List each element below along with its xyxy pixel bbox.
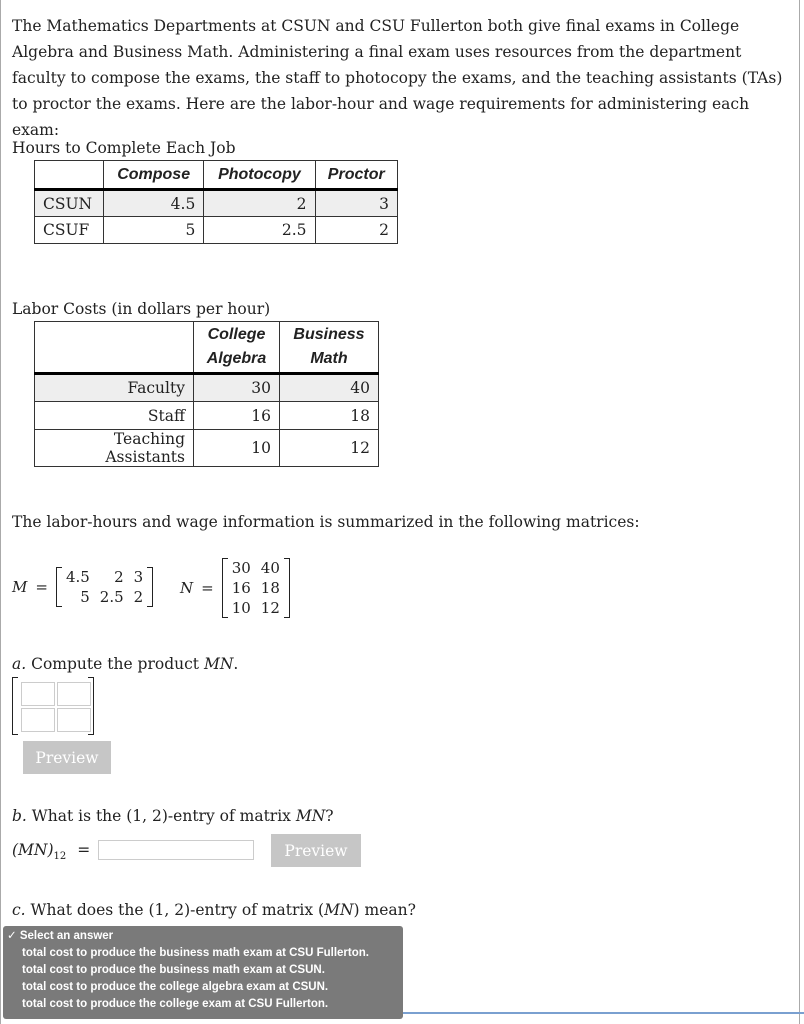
header-line: Math — [310, 350, 348, 367]
question-text: What does the (1, 2)-entry of matrix ( — [30, 901, 325, 919]
matrix-n — [180, 558, 290, 618]
cell: 2 — [204, 190, 315, 217]
cell: 4.5 — [104, 190, 204, 217]
dropdown-option[interactable]: total cost to produce the college algebra exam at CSUN. — [22, 981, 329, 993]
answer-cell-2-1[interactable] — [21, 708, 55, 732]
question-expr: MN — [324, 901, 354, 919]
answer-matrix — [12, 677, 94, 735]
bottom-accent-line — [403, 1012, 804, 1014]
matrix-entry: 30 — [231, 559, 251, 577]
table-row — [35, 374, 379, 402]
answer-dropdown[interactable] — [3, 926, 403, 1019]
hours-header-photocopy: Photocopy — [204, 161, 315, 190]
cell: 18 — [280, 402, 379, 430]
question-end: . — [233, 655, 239, 673]
dropdown-option-selected[interactable]: ✓ Select an answer — [7, 930, 114, 942]
matrix-entry: 12 — [260, 599, 280, 617]
part-letter: c. — [12, 901, 26, 919]
part-c-question — [12, 901, 416, 919]
matrix-m — [12, 567, 153, 607]
cell: 40 — [280, 374, 379, 402]
equals-sign: = — [77, 841, 91, 859]
cost-header-business-math — [280, 322, 379, 374]
matrix-entry: 3 — [133, 568, 144, 586]
part-a-question — [12, 655, 238, 673]
cost-header-college-algebra — [194, 322, 280, 374]
cost-table — [34, 321, 379, 467]
table-row — [35, 430, 379, 467]
question-end: ) mean? — [353, 901, 416, 919]
hours-header-blank — [35, 161, 104, 190]
cell: 2 — [315, 217, 397, 244]
matrix-m-body — [56, 567, 153, 607]
hours-table-caption: Hours to Complete Each Job — [12, 139, 236, 157]
cell: 10 — [194, 430, 280, 467]
matrix-entry: 10 — [231, 599, 251, 617]
intro-paragraph: The Mathematics Departments at CSUN and CSU Fullerton both give final exams in College Algebra and Business Math. Administering a final exam uses resources from the department faculty to compose the exams, the staff to photocopy the exams, and the teaching assistants (TAs) to proctor the exams. Here are the labor-hour and wage requirements for administering each exam: — [12, 17, 783, 139]
part-letter: b. — [12, 807, 27, 825]
header-line: Algebra — [206, 350, 267, 367]
cell: 16 — [194, 402, 280, 430]
matrix-entry: 16 — [231, 579, 251, 597]
question-text: What is the (1, 2)-entry of matrix — [31, 807, 296, 825]
preview-button-b[interactable]: Preview — [271, 834, 361, 867]
table-row — [35, 217, 398, 244]
cost-table-caption: Labor Costs (in dollars per hour) — [12, 300, 271, 318]
row-label: CSUN — [35, 190, 104, 217]
part-letter: a. — [12, 655, 27, 673]
header-line: College — [207, 326, 266, 343]
cell: 2.5 — [204, 217, 315, 244]
cell: 30 — [194, 374, 280, 402]
matrix-entry: 2 — [114, 568, 124, 586]
matrix-n-name: N — [180, 579, 194, 597]
summary-text: The labor-hours and wage information is summarized in the following matrices: — [12, 513, 640, 531]
cell: 12 — [280, 430, 379, 467]
table-row — [35, 190, 398, 217]
matrix-entry: 2 — [133, 588, 144, 606]
lhs-expr: (MN) — [12, 841, 54, 859]
row-label: Staff — [35, 402, 194, 430]
lhs-subscript: 12 — [53, 851, 67, 863]
equals-sign: = — [201, 579, 214, 597]
question-expr: MN — [295, 807, 326, 825]
matrix-entry: 40 — [260, 559, 280, 577]
matrix-n-body — [222, 558, 290, 618]
table-row — [35, 402, 379, 430]
header-line: Business — [293, 326, 365, 343]
cell: 3 — [315, 190, 397, 217]
cost-header-blank — [35, 322, 194, 374]
answer-cell-2-2[interactable] — [57, 708, 91, 732]
preview-button-a[interactable]: Preview — [23, 741, 111, 774]
dropdown-option[interactable]: total cost to produce the business math exam at CSUN. — [22, 964, 325, 976]
hours-table — [34, 160, 398, 244]
question-end: ? — [325, 807, 334, 825]
matrix-entry: 5 — [80, 588, 90, 606]
row-label: CSUF — [35, 217, 104, 244]
hours-header-proctor: Proctor — [315, 161, 397, 190]
question-text: Compute the product — [31, 655, 204, 673]
hours-header-compose: Compose — [104, 161, 204, 190]
matrix-m-name: M — [12, 578, 28, 596]
cell: 5 — [104, 217, 204, 244]
dropdown-option[interactable]: total cost to produce the business math exam at CSU Fullerton. — [22, 947, 369, 959]
equals-sign: = — [35, 578, 48, 596]
part-b-lhs — [12, 841, 90, 862]
answer-cell-1-2[interactable] — [57, 682, 91, 706]
answer-cell-1-1[interactable] — [21, 682, 55, 706]
dropdown-option[interactable]: total cost to produce the college exam at CSU Fullerton. — [22, 998, 329, 1010]
row-label: Teaching Assistants — [35, 430, 194, 467]
question-expr: MN — [203, 655, 234, 673]
matrix-entry: 2.5 — [99, 588, 124, 606]
mn12-answer-input[interactable] — [98, 840, 254, 860]
part-b-question — [12, 807, 334, 825]
matrix-entry: 18 — [260, 579, 280, 597]
matrix-entry: 4.5 — [65, 568, 90, 586]
row-label: Faculty — [35, 374, 194, 402]
